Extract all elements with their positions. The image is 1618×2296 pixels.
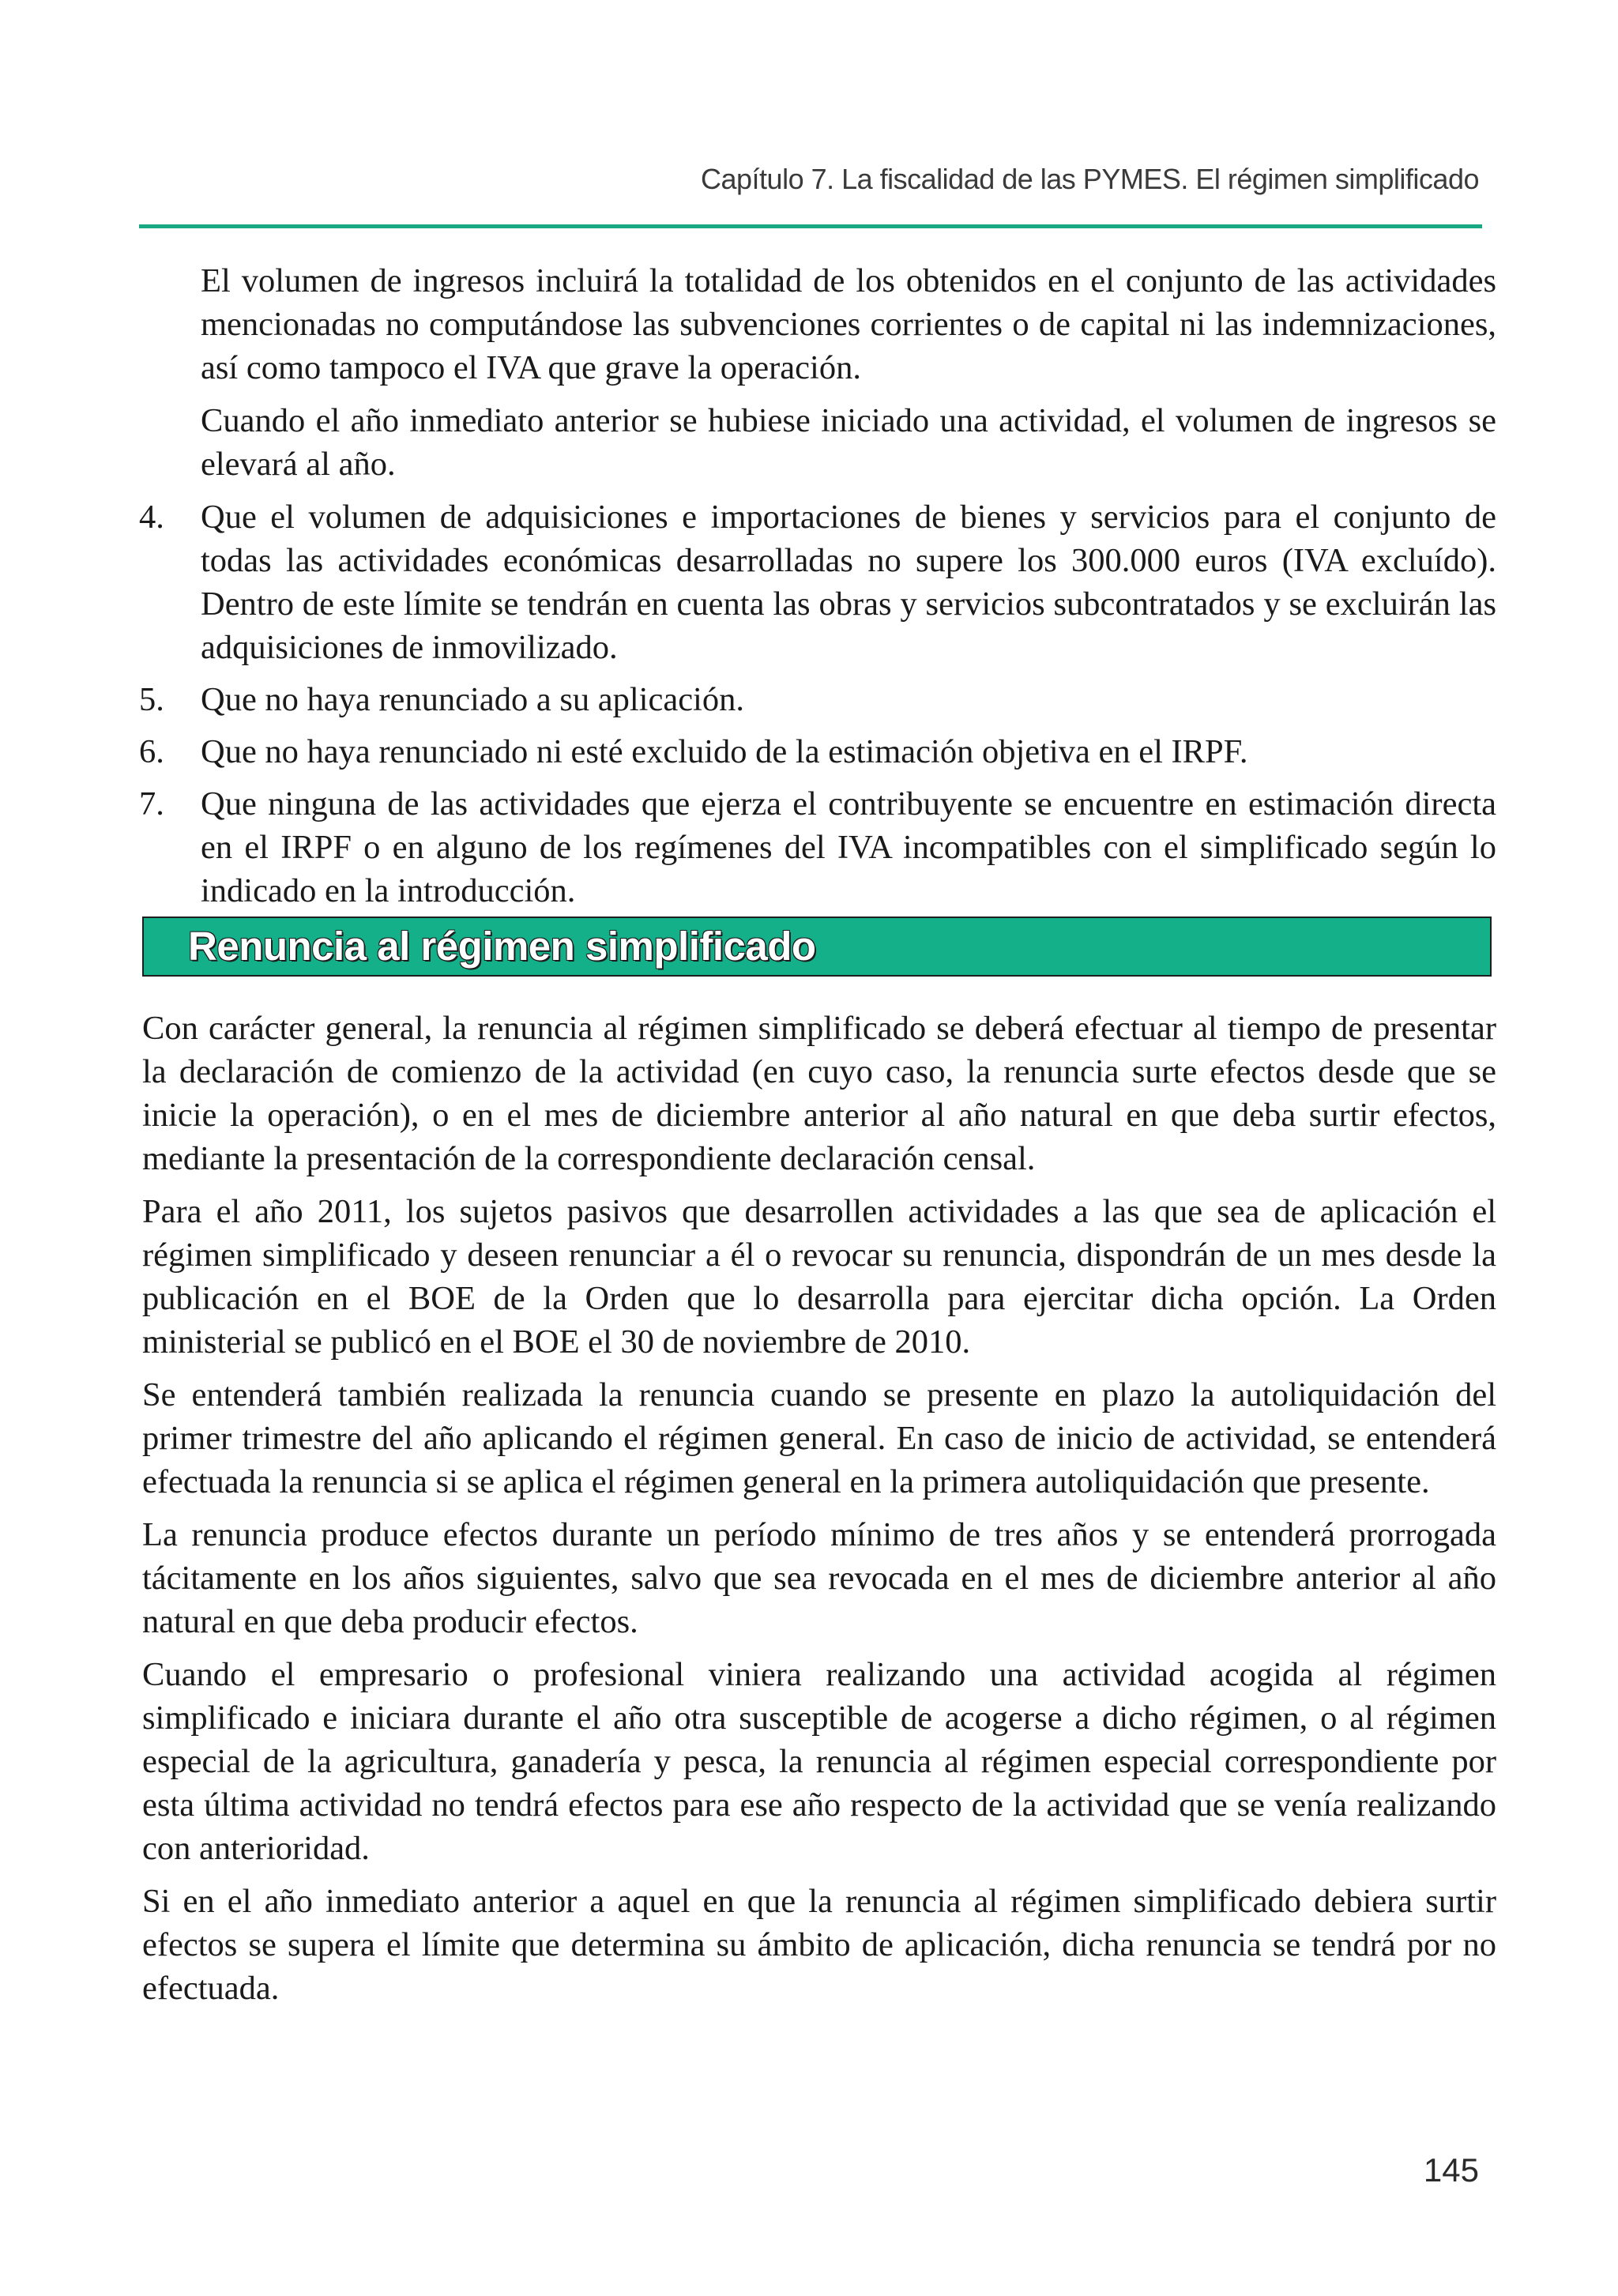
- list-item-number: 5.: [139, 681, 164, 718]
- header-rule: [139, 224, 1482, 228]
- section-paragraph: Para el año 2011, los sujetos pasivos que desarrollen actividades a las que sea de aplicación el régimen simplificado y deseen renunciar a él o revocar su renuncia, dispondrán de un mes desde la publicación en el BOE de la Orden que lo desarrolla para ejercitar dicha opción. La Orden ministerial se publicó en el BOE el 30 de noviembre de 2010.: [142, 1193, 1496, 1361]
- section-paragraph: Con carácter general, la renuncia al régimen simplificado se deberá efectuar al tiempo de presentar la declaración de comienzo de la actividad (en cuyo caso, la renuncia surte efectos desde que se inicie la operación), o en el mes de diciembre anterior al año natural en que deba surtir efectos, mediante la presentación de la correspondiente declaración censal.: [142, 1010, 1496, 1177]
- running-header: Capítulo 7. La fiscalidad de las PYMES. El régimen simplificado: [701, 163, 1479, 195]
- list-item-number: 7.: [139, 785, 164, 822]
- continuation-paragraph: Cuando el año inmediato anterior se hubiese iniciado una actividad, el volumen de ingresos se elevará al año.: [201, 402, 1496, 483]
- content-top: [139, 259, 1496, 913]
- list-item-text: Que no haya renunciado ni esté excluido de la estimación objetiva en el IRPF.: [201, 733, 1248, 770]
- list-item: [139, 678, 1496, 721]
- list-item-text: Que no haya renunciado a su aplicación.: [201, 681, 744, 718]
- section-paragraph: La renuncia produce efectos durante un período mínimo de tres años y se entenderá prorrogada tácitamente en los años siguientes, salvo que sea revocada en el mes de diciembre anterior al año natural en que deba producir efectos.: [142, 1516, 1496, 1640]
- section-paragraph: Si en el año inmediato anterior a aquel en que la renuncia al régimen simplificado debiera surtir efectos se supera el límite que determina su ámbito de aplicación, dicha renuncia se tendrá por no efectuada.: [142, 1883, 1496, 2007]
- section-heading-band: [142, 917, 1492, 977]
- list-item: [139, 730, 1496, 773]
- section-paragraph: Se entenderá también realizada la renuncia cuando se presente en plazo la autoliquidación del primer trimestre del año aplicando el régimen general. En caso de inicio de actividad, se entenderá efectuada la renuncia si se aplica el régimen general en la primera autoliquidación que presente.: [142, 1376, 1496, 1500]
- list-item-number: 6.: [139, 733, 164, 770]
- conditions-list: [139, 495, 1496, 913]
- section-body: [142, 1007, 1496, 2010]
- list-item-text: Que el volumen de adquisiciones e importaciones de bienes y servicios para el conjunto de todas las actividades económicas desarrolladas no supere los 300.000 euros (IVA excluído). Dentro de este límite se tendrán en cuenta las obras y servicios subcontratados y se excluirán las adquisiciones de inmovilizado.: [201, 499, 1496, 666]
- list-item: [139, 782, 1496, 913]
- continuation-block: [139, 259, 1496, 486]
- list-item-text: Que ninguna de las actividades que ejerza el contribuyente se encuentre en estimación directa en el IRPF o en alguno de los regímenes del IVA incompatibles con el simplificado según lo indicado en la introducción.: [201, 785, 1496, 909]
- section-heading: Renuncia al régimen simplificado: [188, 924, 816, 969]
- page-number: 145: [1423, 2151, 1479, 2189]
- list-item: [139, 495, 1496, 669]
- continuation-paragraph: El volumen de ingresos incluirá la totalidad de los obtenidos en el conjunto de las actividades mencionadas no computándose las subvenciones corrientes o de capital ni las indemnizaciones, así como tampoco el IVA que grave la operación.: [201, 262, 1496, 386]
- section-paragraph: Cuando el empresario o profesional viniera realizando una actividad acogida al régimen simplificado e iniciara durante el año otra susceptible de acogerse a dicho régimen, o al régimen especial de la agricultura, ganadería y pesca, la renuncia al régimen especial correspondiente por esta última actividad no tendrá efectos para ese año respecto de la actividad que se venía realizando con anterioridad.: [142, 1656, 1496, 1867]
- list-item-number: 4.: [139, 499, 164, 536]
